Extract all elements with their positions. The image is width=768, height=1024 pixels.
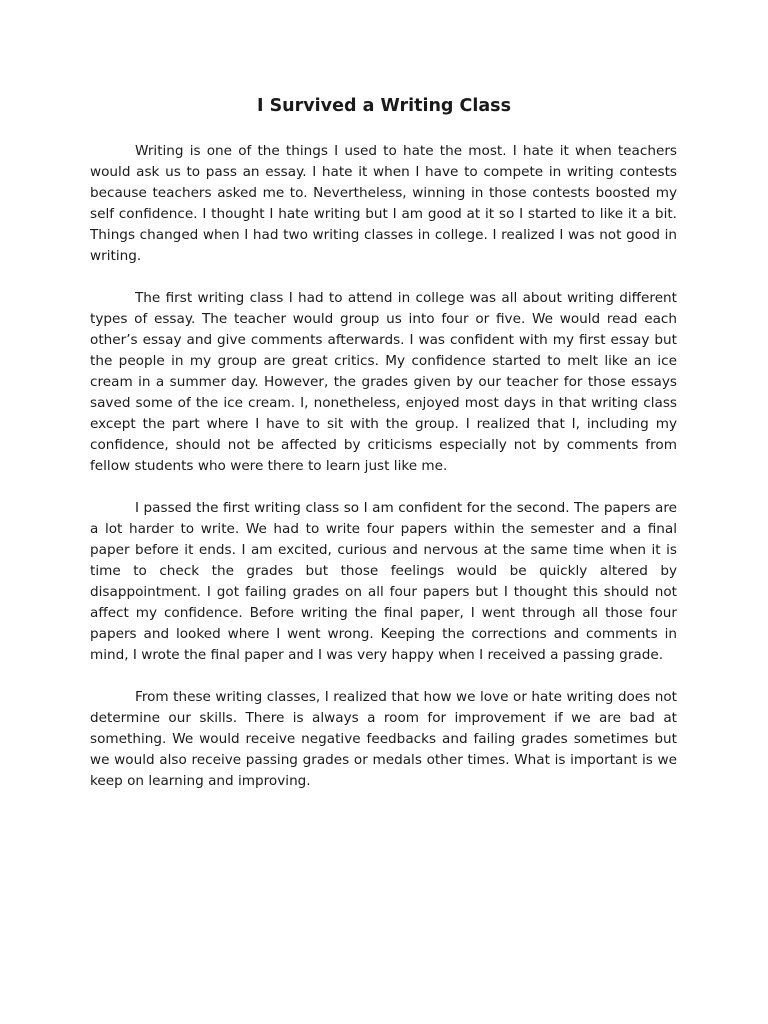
paragraph-1: Writing is one of the things I used to hate the most. I hate it when teachers would ask us to pass an essay. I hate it when I have to compete in writing contests because teachers asked me to. Nevertheless, winning in those contests boosted my self confidence. I thought I hate writing but I am good at it so I started to like it a bit. Things changed when I had two writing classes in college. I realized I was not good in writing. bbox=[90, 143, 677, 264]
paragraph-2: The first writing class I had to attend in college was all about writing different types of essay. The teacher would group us into four or five. We would read each other’s essay and give comments afterwards. I was confident with my first essay but the people in my group are great critics. My confidence started to melt like an ice cream in a summer day. However, the grades given by our teacher for those essays saved some of the ice cream. I, nonetheless, enjoyed most days in that writing class except the part where I have to sit with the group. I realized that I, including my confidence, should not be affected by criticisms especially not by comments from fellow students who were there to learn just like me. bbox=[90, 290, 677, 474]
paragraph-4: From these writing classes, I realized that how we love or hate writing does not determine our skills. There is always a room for improvement if we are bad at something. We would receive negative feedbacks and failing grades sometimes but we would also receive passing grades or medals other times. What is important is we keep on learning and improving. bbox=[90, 689, 677, 789]
document-title: I Survived a Writing Class bbox=[256, 96, 512, 116]
paragraph-3: I passed the first writing class so I am confident for the second. The papers are a lot harder to write. We had to write four papers within the semester and a final paper before it ends. I am excited, curious and nervous at the same time when it is time to check the grades but those feelings would be quickly altered by disappointment. I got failing grades on all four papers but I thought this should not affect my confidence. Before writing the final paper, I went through all those four papers and looked where I went wrong. Keeping the corrections and comments in mind, I wrote the final paper and I was very happy when I received a passing grade. bbox=[90, 500, 677, 663]
document-body bbox=[90, 141, 677, 813]
